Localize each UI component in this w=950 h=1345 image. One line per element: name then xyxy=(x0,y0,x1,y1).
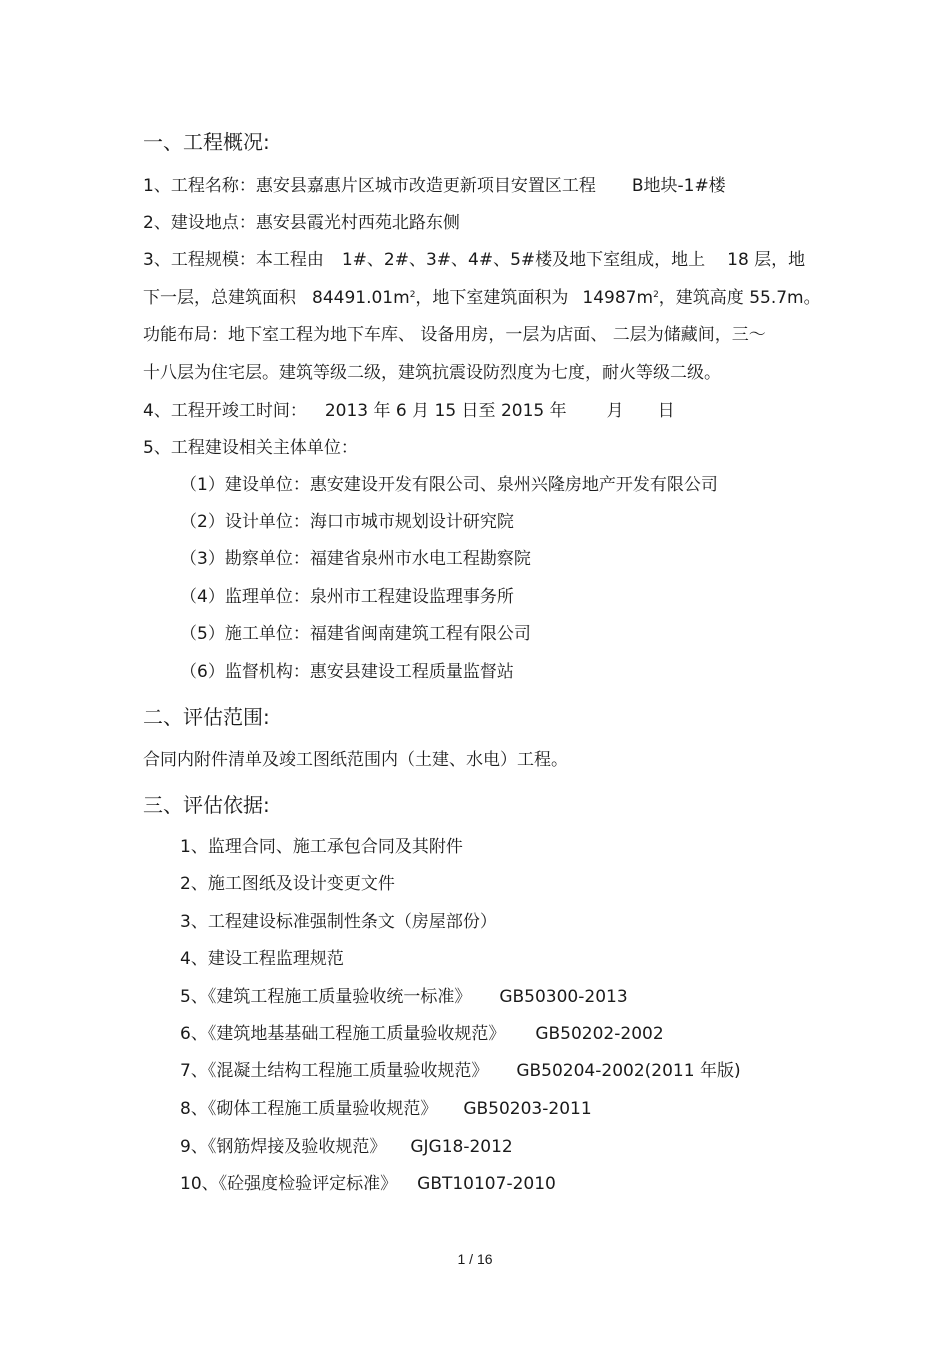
scope-text: 合同内附件清单及竣工图纸范围内（土建、水电）工程。 xyxy=(143,750,568,770)
project-name-text: 1、工程名称：惠安县嘉惠片区城市改造更新项目安置区工程 xyxy=(143,176,596,196)
section-3-heading: 三、评估依据: xyxy=(143,793,270,817)
unit-item: （3）勘察单位：福建省泉州市水电工程勘察院 xyxy=(180,549,531,569)
area-unit-sup-2: 2 xyxy=(653,290,659,300)
basis-code: GB50204-2002(2011 年版) xyxy=(516,1061,741,1081)
project-block-text: B地块-1#楼 xyxy=(631,176,726,196)
unit-item: （1）建设单位：惠安建设开发有限公司、泉州兴隆房地产开发有限公司 xyxy=(180,475,718,495)
area-text-c: ，建筑高度 55.7m。 xyxy=(658,288,821,308)
scale-text-a: 3、工程规模：本工程由 xyxy=(143,250,324,270)
basis-code: GB50203-2011 xyxy=(463,1099,592,1119)
construction-period-line xyxy=(143,400,675,422)
basis-item xyxy=(180,986,628,1008)
period-month: 月 xyxy=(606,401,624,421)
period-dates: 2013 年 6 月 15 日至 2015 年 xyxy=(324,401,567,421)
basis-name: 10、《砼强度检验评定标准》 xyxy=(180,1174,398,1194)
units-intro-line: 5、工程建设相关主体单位： xyxy=(143,438,358,458)
section-2-heading: 二、评估范围: xyxy=(143,705,270,729)
function-layout-line-1: 功能布局：地下室工程为地下车库、 设备用房，一层为店面、 二层为储藏间，三～ xyxy=(143,325,766,345)
function-layout-line-2: 十八层为住宅层。建筑等级二级，建筑抗震设防烈度为七度，耐火等级二级。 xyxy=(143,363,721,383)
basis-code: GJG18-2012 xyxy=(410,1137,513,1157)
basis-item xyxy=(180,1173,556,1195)
basis-item xyxy=(180,1098,592,1120)
scale-text-b: 1#、2#、3#、4#、5#楼及地下室组成，地上 xyxy=(341,250,706,270)
project-location-line: 2、建设地点：惠安县霞光村西苑北路东侧 xyxy=(143,213,460,233)
basement-area-value: 14987m xyxy=(582,288,654,308)
basis-name: 2、施工图纸及设计变更文件 xyxy=(180,874,395,894)
unit-item: （5）施工单位：福建省闽南建筑工程有限公司 xyxy=(180,624,531,644)
period-label: 4、工程开竣工时间： xyxy=(143,401,307,421)
basis-name: 6、《建筑地基基础工程施工质量验收规范》 xyxy=(180,1024,506,1044)
basis-item xyxy=(180,836,463,858)
area-text-b: ，地下室建筑面积为 xyxy=(415,288,569,308)
basis-name: 3、工程建设标准强制性条文（房屋部份） xyxy=(180,912,497,932)
basis-item xyxy=(180,1023,664,1045)
project-scale-line xyxy=(143,249,805,271)
project-name-line xyxy=(143,175,726,197)
section-1-heading: 一、工程概况: xyxy=(143,130,270,154)
unit-item: （6）监督机构：惠安县建设工程质量监督站 xyxy=(180,662,514,682)
basis-name: 4、建设工程监理规范 xyxy=(180,949,344,969)
basis-code: GB50300-2013 xyxy=(499,987,628,1007)
period-day: 日 xyxy=(657,401,675,421)
basis-name: 7、《混凝土结构工程施工质量验收规范》 xyxy=(180,1061,489,1081)
basis-item xyxy=(180,948,344,970)
basis-code: GB50202-2002 xyxy=(535,1024,664,1044)
project-area-line xyxy=(143,287,821,309)
unit-item: （2）设计单位：海口市城市规划设计研究院 xyxy=(180,512,514,532)
unit-item: （4）监理单位：泉州市工程建设监理事务所 xyxy=(180,587,514,607)
basis-item xyxy=(180,1060,741,1082)
basis-code: GBT10107-2010 xyxy=(417,1174,556,1194)
page-number: 1 / 16 xyxy=(457,1251,493,1267)
basis-item xyxy=(180,1136,513,1158)
area-unit-sup: 2 xyxy=(409,290,416,300)
area-text-a: 下一层，总建筑面积 xyxy=(143,288,296,308)
basis-item xyxy=(180,911,497,933)
basis-name: 1、监理合同、施工承包合同及其附件 xyxy=(180,837,463,857)
basis-item xyxy=(180,873,395,895)
basis-name: 9、《钢筋焊接及验收规范》 xyxy=(180,1137,387,1157)
basis-name: 8、《砌体工程施工质量验收规范》 xyxy=(180,1099,438,1119)
basis-name: 5、《建筑工程施工质量验收统一标准》 xyxy=(180,987,472,1007)
total-area-value: 84491.01m xyxy=(312,288,410,308)
scale-text-c: 18 层，地 xyxy=(727,250,806,270)
